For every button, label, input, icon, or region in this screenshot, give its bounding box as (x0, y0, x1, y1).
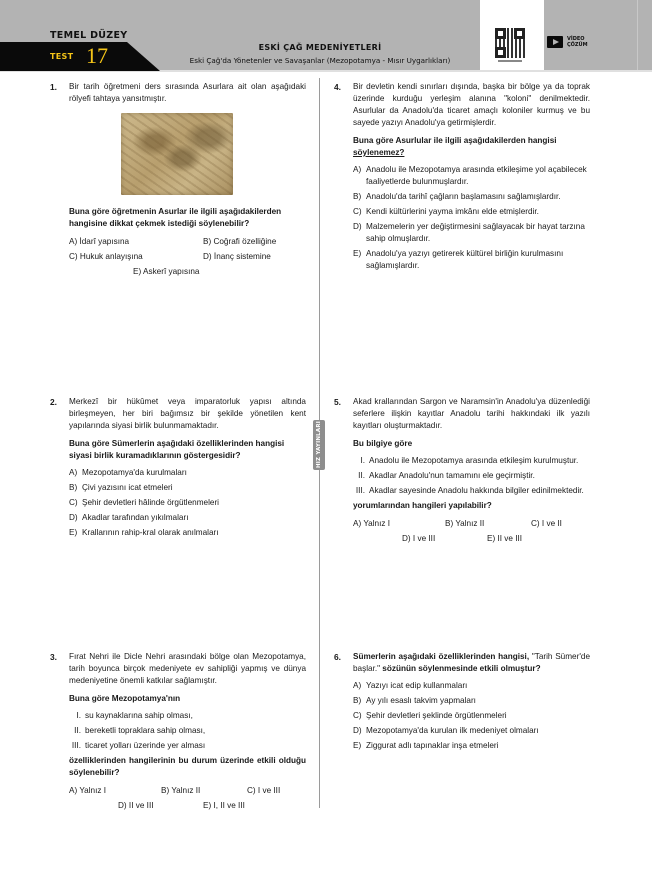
question-2 (50, 396, 306, 542)
question-6 (334, 651, 590, 755)
statement-i: I. Anadolu ile Mezopotamya arasında etkileşim kurulmuştur. (360, 456, 579, 465)
statement-i: I. su kaynaklarına sahip olması, (76, 711, 193, 720)
option-c[interactable]: C) Şehir devletleri hâlinde örgütlenmeleri (69, 498, 219, 507)
qr-caption (498, 60, 522, 62)
option-d[interactable]: D) II ve III (118, 801, 154, 810)
video-label-line2: ÇÖZÜM (567, 42, 588, 48)
option-b[interactable]: B) Yalnız II (445, 519, 485, 528)
question-prompt: Sümerlerin aşağıdaki özelliklerinden hangisi, "Tarih Sümer'de başlar." sözünün söylenmesinde etkili olmuştur? (353, 652, 590, 673)
statement-list (353, 455, 590, 497)
question-lead: Buna göre Mezopotamya'nın (69, 694, 181, 703)
question-number: 5. (334, 397, 341, 407)
publisher-badge (313, 420, 325, 470)
option-b[interactable]: B) Coğrafi özelliğine (203, 237, 277, 246)
question-number: 2. (50, 397, 57, 407)
option-e[interactable]: E) Askerî yapısına (133, 267, 200, 276)
video-label-line1: VİDEO (567, 36, 585, 42)
question-stem: Akad krallarından Sargon ve Naramsin'in Anadolu'ya düzenlediği seferlere ilişkin kayıtlar Anadolu tarihi hakkındaki ilk yazılı kayıtları oluşturmaktadır. (353, 397, 590, 430)
video-solution-label (567, 36, 588, 48)
play-icon (547, 36, 563, 48)
test-number: 17 (86, 43, 108, 68)
question-number: 4. (334, 82, 341, 92)
option-d[interactable]: D) Malzemelerin yer değiştirmesini sağlayacak bir hayat tarzına sahip olmuşlardır. (353, 222, 585, 243)
option-d[interactable]: D) Mezopotamya'da kurulan ilk medeniyet olmaları (353, 726, 539, 735)
answer-options (69, 236, 306, 282)
assyrian-relief-image (121, 113, 233, 195)
answer-options (69, 467, 306, 539)
option-a[interactable]: A) Yalnız I (353, 519, 391, 528)
option-c[interactable]: C) Şehir devletleri şeklinde örgütlenmeleri (353, 711, 507, 720)
statement-ii: II. bereketli topraklara sahip olması, (74, 726, 206, 735)
qr-code-icon[interactable] (495, 28, 525, 58)
statement-iii: III. ticaret yolları üzerinde yer alması (71, 741, 206, 750)
option-e[interactable]: E) I, II ve III (203, 801, 245, 810)
option-e[interactable]: E) II ve III (487, 534, 523, 543)
negative-emphasis: söylenemez? (353, 148, 405, 157)
question-prompt: Buna göre Sümerlerin aşağıdaki özelliklerinden hangisi siyasi birlik kuramadıklarının göstergesidir? (69, 439, 285, 460)
answer-options (69, 785, 306, 817)
question-number: 1. (50, 82, 57, 92)
question-stem: Bir devletin kendi sınırları dışında, başka bir bölge ya da toprak üzerinde kurduğu yerleşim alanına "koloni" denilmektedir. Asurlular da Anadolu'da ticaret amaçlı koloniler kurmuş ve bu sayede yazıyı Anadolu'ya getirmişlerdir. (353, 82, 590, 127)
test-label: TEST (50, 52, 74, 61)
option-b[interactable]: B) Anadolu'da tarihî çağların başlamasını sağlamışlardır. (353, 192, 561, 201)
option-c[interactable]: C) Hukuk anlayışına (69, 252, 143, 261)
question-stem: Bir tarih öğretmeni ders sırasında Asurlara ait olan aşağıdaki rölyefi tahtaya yansıtmıştır. (69, 82, 306, 103)
question-lead: Bu bilgiye göre (353, 439, 413, 448)
quote: "Tarih Sümer'de başlar." (353, 652, 590, 673)
publisher-name: HIZ YAYINLARI (316, 421, 322, 469)
question-5 (334, 396, 590, 550)
level-label: TEMEL DÜZEY (50, 30, 128, 41)
question-prompt: Buna göre Asurlular ile ilgili aşağıdakilerden hangisi söylenemez? (353, 136, 557, 157)
question-prompt: yorumlarından hangileri yapılabilir? (353, 501, 492, 510)
option-c[interactable]: C) I ve III (247, 786, 281, 795)
answer-options (353, 680, 590, 752)
question-prompt: özelliklerinden hangilerinin bu durum üzerinde etkili olduğu söylenebilir? (69, 756, 306, 777)
question-prompt: Buna göre öğretmenin Asurlar ile ilgili aşağıdakilerden hangisine dikkat çekmek istediği söylenebilir? (69, 207, 282, 228)
option-a[interactable]: A) Mezopotamya'da kurulmaları (69, 468, 187, 477)
answer-options (353, 164, 590, 272)
option-c[interactable]: C) I ve II (531, 519, 562, 528)
video-solution-button[interactable] (547, 36, 588, 48)
option-a[interactable]: A) İdarî yapısına (69, 237, 130, 246)
statement-list (69, 710, 306, 752)
question-stem: Merkezî bir hükûmet veya imparatorluk yapısı altında birleşmeyen, her biri bağımsız bir şekilde yönetilen kent yapılarında siyasi birlik bulunmamaktadır. (69, 397, 306, 430)
option-e[interactable]: E) Anadolu'ya yazıyı getirerek kültürel birliğin kurulmasını sağlamışlardır. (353, 249, 564, 270)
option-a[interactable]: A) Yalnız I (69, 786, 107, 795)
question-number: 6. (334, 652, 341, 662)
option-d[interactable]: D) I ve III (402, 534, 436, 543)
option-e[interactable]: E) Krallarının rahip-kral olarak anılmaları (69, 528, 219, 537)
answer-options (353, 518, 590, 550)
option-b[interactable]: B) Çivi yazısını icat etmeleri (69, 483, 173, 492)
statement-iii: III. Akadlar sayesinde Anadolu hakkında bilgiler edinilmektedir. (355, 486, 584, 495)
option-e[interactable]: E) Ziggurat adlı tapınaklar inşa etmeleri (353, 741, 499, 750)
unit-subtitle: Eski Çağ'da Yönetenler ve Savaşanlar (Mezopotamya - Mısır Uygarlıkları) (189, 56, 451, 65)
option-d[interactable]: D) Akadlar tarafından yıkılmaları (69, 513, 189, 522)
statement-ii: II. Akadlar Anadolu'nun tamamını ele geçirmiştir. (358, 471, 535, 480)
option-d[interactable]: D) İnanç sistemine (203, 252, 271, 261)
question-3 (50, 651, 306, 817)
header-edge (637, 0, 638, 70)
option-c[interactable]: C) Kendi kültürlerini yayma imkânı elde etmişlerdir. (353, 207, 539, 216)
question-4 (334, 81, 590, 275)
option-b[interactable]: B) Yalnız II (161, 786, 201, 795)
question-stem: Fırat Nehri ile Dicle Nehri arasındaki bölge olan Mezopotamya, tarih boyunca birçok medeniyete ev sahipliği yapmış ve dünya medeniyetine önemli katkılar sağlamıştır. (69, 652, 306, 685)
option-a[interactable]: A) Yazıyı icat edip kullanmaları (353, 681, 468, 690)
option-b[interactable]: B) Ay yılı esaslı takvim yapmaları (353, 696, 476, 705)
option-a[interactable]: A) Anadolu ile Mezopotamya arasında etkileşime yol açabilecek faaliyetlerde bulunmuşlardır. (353, 165, 587, 186)
unit-title: ESKİ ÇAĞ MEDENİYETLERİ (258, 43, 382, 52)
question-number: 3. (50, 652, 57, 662)
question-1 (50, 81, 306, 282)
